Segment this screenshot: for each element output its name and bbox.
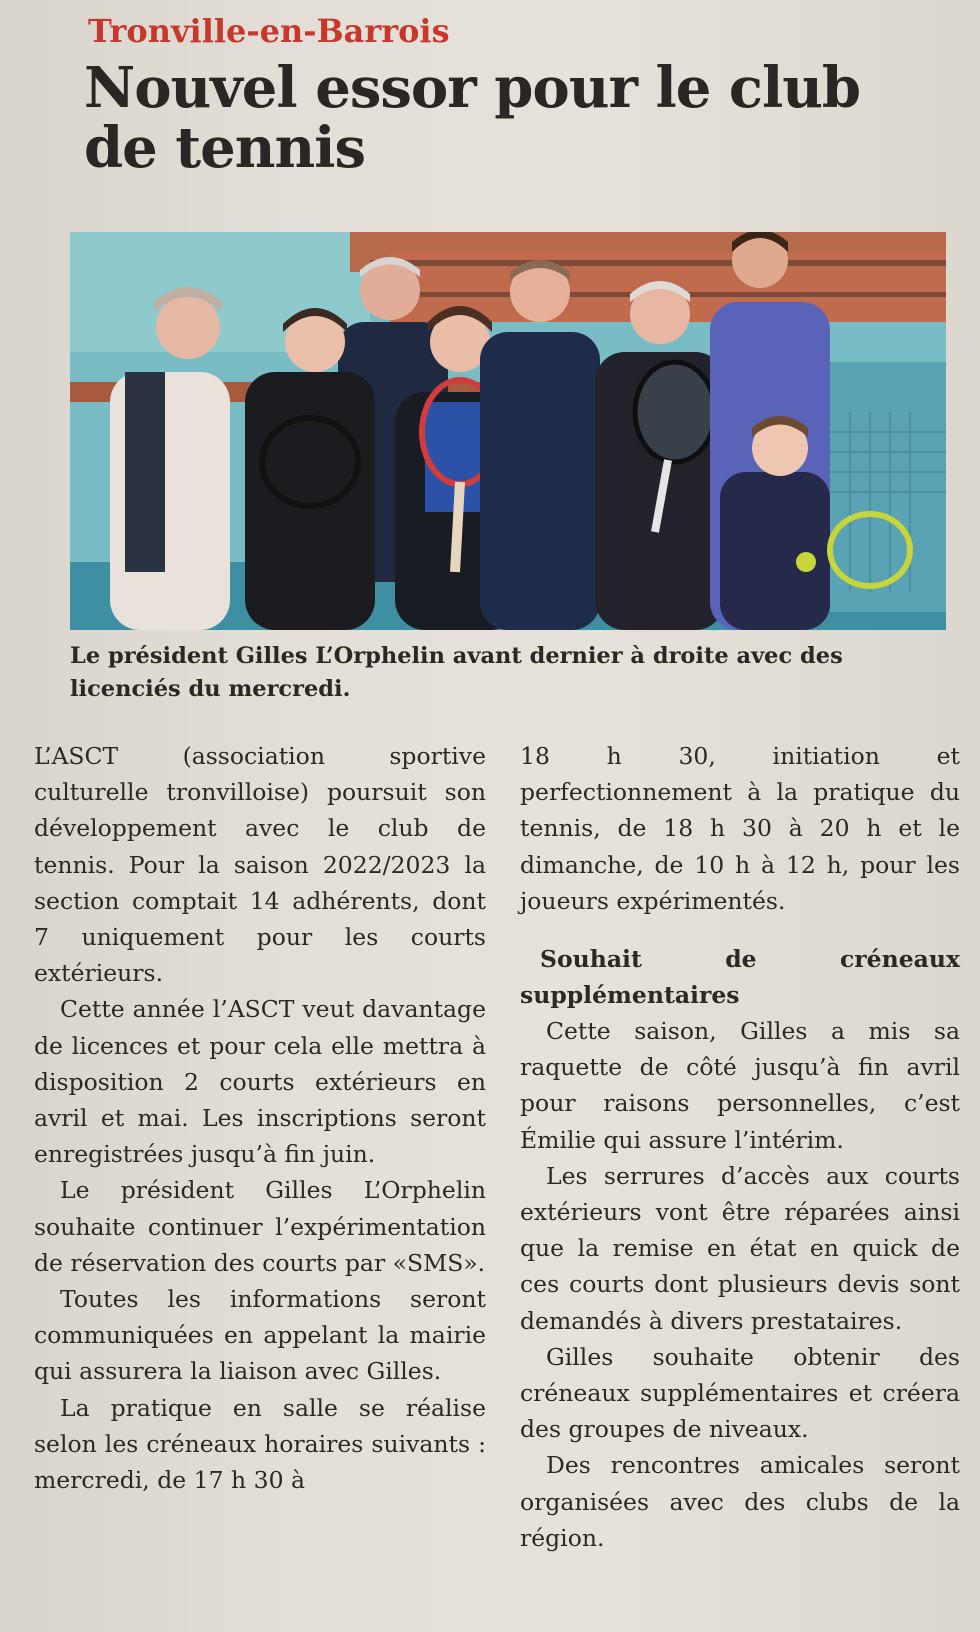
paragraph: Des rencontres amicales seront organisées avec des clubs de la région. xyxy=(520,1451,960,1552)
kicker: Tronville-en-Barrois xyxy=(88,12,450,50)
left-column xyxy=(34,738,486,1498)
team-photo xyxy=(70,232,946,630)
paragraph: Le président Gilles L’Orphelin souhaite continuer l’expérimentation de réservation des courts par «SMS». xyxy=(34,1176,486,1277)
right-column xyxy=(520,738,960,1556)
paragraph: Cette année l’ASCT veut davantage de licences et pour cela elle mettra à disposition 2 courts extérieurs en avril et mai. Les inscriptions seront enregistrées jusqu’à fin juin. xyxy=(34,995,486,1169)
photo-caption: Le président Gilles L’Orphelin avant dernier à droite avec des licenciés du mercredi. xyxy=(70,643,843,702)
paragraph: 18 h 30, initiation et perfectionnement à la pratique du tennis, de 18 h 30 à 20 h et le dimanche, de 10 h à 12 h, pour les joueurs expérimentés. xyxy=(520,742,960,915)
paragraph: L’ASCT (association sportive culturelle tronvilloise) poursuit son développement avec le club de tennis. Pour la saison 2022/2023 la section comptait 14 adhérents, dont 7 uniquement pour les courts extérieurs. xyxy=(34,742,486,988)
paragraph: Cette saison, Gilles a mis sa raquette de côté jusqu’à fin avril pour raisons personnelles, c’est Émilie qui assure l’intérim. xyxy=(520,1017,960,1154)
subheading: Souhait de créneaux supplémentaires xyxy=(520,945,960,1010)
headline: Nouvel essor pour le club de tennis xyxy=(84,55,861,181)
paragraph: Toutes les informations seront communiquées en appelant la mairie qui assurera la liaison avec Gilles. xyxy=(34,1285,486,1386)
paragraph: Gilles souhaite obtenir des créneaux supplémentaires et créera des groupes de niveaux. xyxy=(520,1342,960,1444)
paragraph: Les serrures d’accès aux courts extérieurs vont être réparées ainsi que la remise en état en quick de ces courts dont plusieurs devis sont demandés à divers prestataires. xyxy=(520,1161,960,1335)
paragraph: La pratique en salle se réalise selon les créneaux horaires suivants : mercredi, de 17 h 30 à xyxy=(34,1393,486,1495)
